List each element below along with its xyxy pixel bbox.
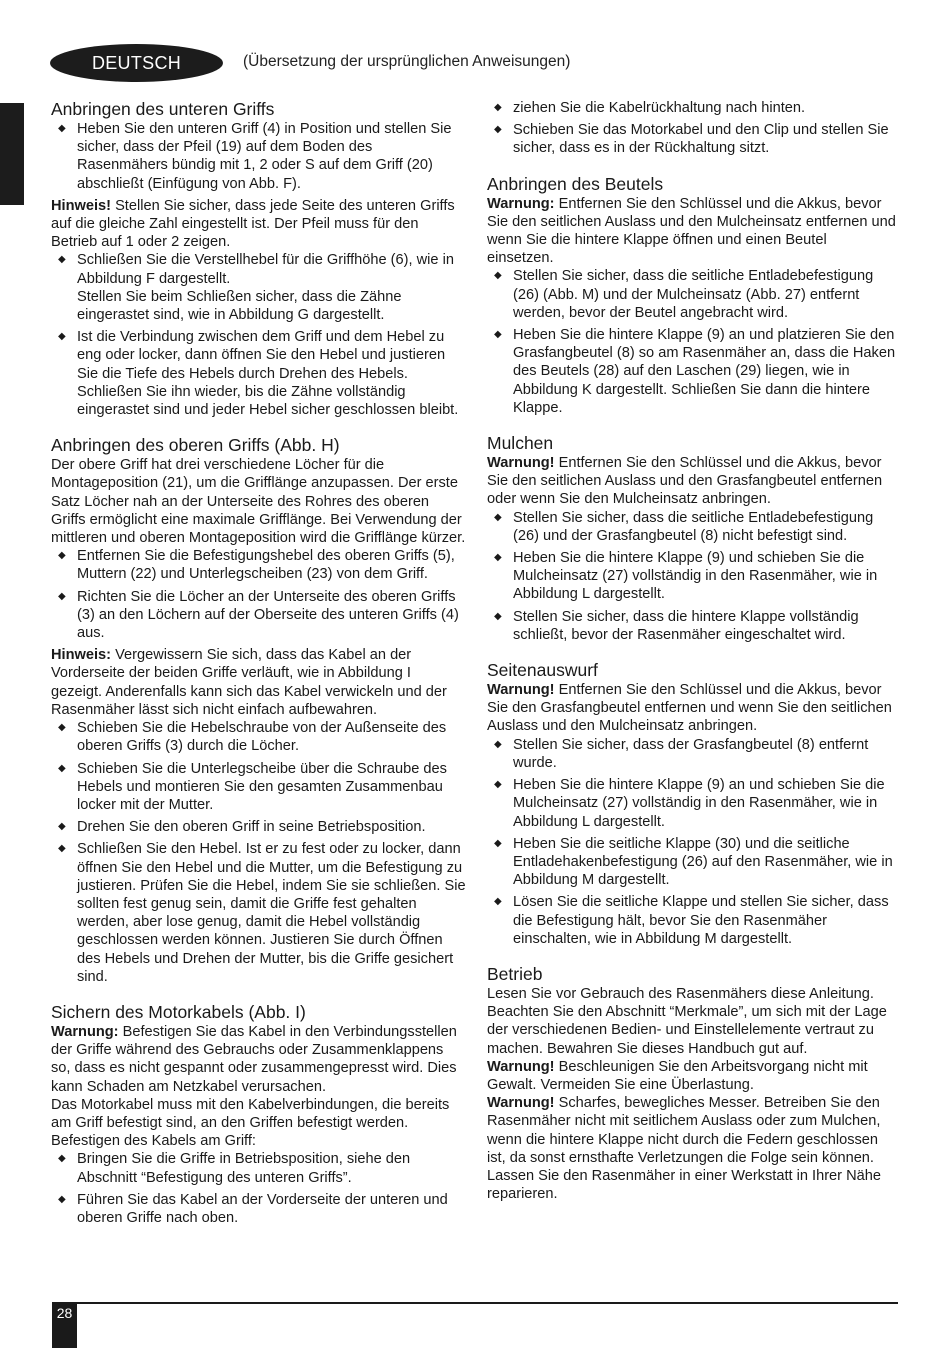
section-heading: Anbringen des Beutels [487, 173, 664, 194]
diamond-bullet-icon: ◆ [494, 511, 502, 523]
language-label: DEUTSCH [91, 52, 182, 73]
list-item-text: Lösen Sie die seitliche Klappe und stellen Sie sicher, dass die Befestigung hält, bevor Sie den Rasenmäher einschalten, wie in Abbildung M dargestellt. [513, 894, 889, 947]
diamond-bullet-icon: ◆ [58, 821, 66, 833]
list-item-text: Stellen Sie sicher, dass der Grasfangbeutel (8) entfernt wurde. [513, 736, 869, 771]
list-item-text: Schieben Sie das Motorkabel und den Clip und stellen Sie sicher, dass es in der Rückhaltung sitzt. [513, 122, 889, 157]
diamond-bullet-icon: ◆ [494, 837, 502, 849]
diamond-bullet-icon: ◆ [58, 590, 66, 602]
paragraph-text: Scharfes, bewegliches Messer. Betreiben Sie den Rasenmäher nicht mit seitlichem Auslass oder zum Mulchen, wenn die hintere Klappe nicht durch die Federn geschlossen ist, da sonst ernsthafte Verletzungen die Folge sein können. Lassen Sie den Rasenmäher in einer Werkstatt in Ihrer Nähe reparieren. [487, 1095, 881, 1203]
list-item [487, 509, 897, 545]
list-item [487, 776, 897, 831]
diamond-bullet-icon: ◆ [58, 331, 66, 343]
note-label: Warnung! [487, 1058, 555, 1075]
list-item-text: Stellen Sie sicher, dass die seitliche Entladebefestigung (26) (Abb. M) und der Mulcheinsatz (Abb. 27) entfernt werden, bevor der Beutel angebracht wird. [513, 268, 874, 321]
bullet-list [51, 251, 466, 419]
list-item [487, 326, 897, 417]
list-item [51, 328, 466, 419]
paragraph [487, 681, 897, 736]
diamond-bullet-icon: ◆ [494, 102, 502, 113]
list-item-text: Bringen Sie die Griffe in Betriebsposition, siehe den Abschnitt “Befestigung des unteren Griffs”. [77, 1151, 411, 1186]
note-label: Warnung: [487, 195, 555, 212]
list-item-text: Stellen Sie beim Schließen sicher, dass die Zähne eingerastet sind, wie in Abbildung G dargestellt. [77, 288, 402, 324]
list-item [487, 835, 897, 890]
list-item-text: Heben Sie die hintere Klappe (9) und schieben Sie die Mulcheinsatz (27) vollständig in den Rasenmäher, wie in Abbildung L dargestellt. [513, 550, 878, 603]
section [487, 99, 897, 158]
paragraph [51, 456, 466, 547]
page-number-label: 28 [56, 1305, 73, 1321]
note-label: Warnung! [487, 682, 555, 699]
diamond-bullet-icon: ◆ [58, 762, 66, 774]
section-heading: Seitenauswurf [487, 660, 598, 681]
paragraph [51, 1023, 466, 1096]
note-label: Warnung: [51, 1023, 119, 1040]
section [487, 433, 897, 644]
list-item [51, 251, 466, 324]
bullet-list [487, 267, 897, 417]
paragraph [51, 646, 466, 719]
list-item-text: Heben Sie die hintere Klappe (9) an und schieben Sie die Mulcheinsatz (27) vollständig in den Rasenmäher, wie in Abbildung L dargestellt. [513, 777, 885, 830]
paragraph-text: Befestigen des Kabels am Griff: [51, 1133, 256, 1150]
list-item-text: Führen Sie das Kabel an der Vorderseite der unteren und oberen Griffe nach oben. [77, 1191, 448, 1226]
bullet-list [51, 547, 466, 642]
note-label: Warnung! [487, 1095, 555, 1112]
section-heading: Betrieb [487, 963, 543, 984]
translation-note: (Übersetzung der ursprünglichen Anweisungen) [243, 53, 571, 70]
paragraph-text: Vergewissern Sie sich, dass das Kabel an der Vorderseite der beiden Griffe verläuft, wie in Abbildung I gezeigt. Anderenfalls kann sich das Kabel verwickeln und der Rasenmäher lässt sich nicht einfach aufbewahren. [51, 647, 447, 718]
diamond-bullet-icon: ◆ [494, 329, 502, 341]
list-item-text: Heben Sie die seitliche Klappe (30) und die seitliche Entladehakenbefestigung (26) auf den Rasenmäher, wie in Abbildung M dargestellt. [513, 835, 893, 889]
diamond-bullet-icon: ◆ [494, 610, 502, 622]
note-label: Hinweis: [51, 647, 112, 664]
list-item [487, 736, 897, 772]
language-badge [50, 44, 223, 82]
paragraph-text: Entfernen Sie den Schlüssel und die Akkus, bevor Sie den seitlichen Auslass und den Mulcheinsatz entfernen und wenn Sie die hintere Klappe öffnen und einen Beutel einsetzen. [487, 195, 896, 267]
paragraph [51, 1096, 466, 1132]
diamond-bullet-icon: ◆ [494, 896, 502, 908]
section [487, 964, 897, 1203]
bullet-list [51, 1150, 466, 1227]
diamond-bullet-icon: ◆ [58, 1153, 66, 1165]
paragraph [487, 454, 897, 509]
diamond-bullet-icon: ◆ [494, 124, 502, 136]
list-item [487, 267, 897, 322]
list-item-text: Richten Sie die Löcher an der Unterseite des oberen Griffs (3) an den Löchern auf der Oberseite des unteren Griffs (4) aus. [77, 588, 459, 642]
section [51, 99, 466, 419]
section [487, 660, 897, 948]
bullet-list [51, 120, 466, 193]
diamond-bullet-icon: ◆ [58, 1193, 66, 1205]
diamond-bullet-icon: ◆ [494, 270, 502, 282]
section [51, 435, 466, 986]
section [487, 174, 897, 417]
list-item-text: Schieben Sie die Unterlegscheibe über die Schraube des Hebels und montieren Sie den gesamten Zusammenbau locker mit der Mutter. [77, 760, 447, 813]
note-label: Warnung! [487, 455, 555, 472]
section [51, 1002, 466, 1227]
paragraph [487, 985, 897, 1058]
paragraph [51, 197, 466, 252]
list-item [51, 1150, 466, 1186]
list-item-text: Stellen Sie sicher, dass die hintere Klappe vollständig schließt, bevor der Rasenmäher eingeschaltet wird. [513, 608, 859, 643]
bullet-list [487, 736, 897, 948]
section-heading: Mulchen [487, 433, 554, 454]
diamond-bullet-icon: ◆ [494, 779, 502, 791]
paragraph-text: Das Motorkabel muss mit den Kabelverbindungen, die bereits am Griff befestigt sind, an den Griffen befestigt werden. [51, 1096, 450, 1131]
paragraph-text: Befestigen Sie das Kabel in den Verbindungsstellen der Griffe während des Gebrauchs oder Zusammenklappens so, dass es nicht gespannt oder zusammengepresst wird. Dies kann Schaden am Netzkabel verursachen. [51, 1023, 457, 1095]
diamond-bullet-icon: ◆ [494, 552, 502, 564]
section-heading: Anbringen des oberen Griffs (Abb. H) [51, 435, 340, 456]
list-item [51, 760, 466, 815]
list-item [487, 121, 897, 157]
paragraph-text: Entfernen Sie den Schlüssel und die Akkus, bevor Sie den seitlichen Auslass und den Grasfangbeutel entfernen oder wenn Sie den Mulcheinsatz anbringen. [487, 455, 883, 508]
bullet-list [487, 509, 897, 644]
list-item [51, 588, 466, 643]
diamond-bullet-icon: ◆ [58, 123, 66, 134]
list-item [487, 893, 897, 948]
bullet-list [487, 99, 897, 158]
side-tab-marker [0, 103, 24, 205]
left-column [51, 99, 466, 1243]
paragraph [487, 1058, 897, 1094]
list-item [51, 1191, 466, 1227]
list-item [51, 719, 466, 755]
page-number [52, 1303, 77, 1348]
diamond-bullet-icon: ◆ [58, 843, 66, 855]
diamond-bullet-icon: ◆ [58, 550, 66, 562]
list-item [487, 608, 897, 644]
paragraph [487, 1094, 897, 1203]
note-label: Hinweis! [51, 197, 112, 214]
list-item-text: Heben Sie den unteren Griff (4) in Position und stellen Sie sicher, dass der Pfeil (19) auf dem Boden des Rasenmähers bündig mit 1, 2 oder S auf dem Griff (20) abschließt (Einfügung von Abb. F). [77, 121, 452, 192]
right-column [487, 99, 897, 1219]
paragraph-text: Entfernen Sie den Schlüssel und die Akkus, bevor Sie den Grasfangbeutel entfernen und wenn Sie den seitlichen Auslass und den Mulcheinsatz anbringen. [487, 682, 892, 735]
diamond-bullet-icon: ◆ [494, 738, 502, 750]
paragraph-text: Lesen Sie vor Gebrauch des Rasenmähers diese Anleitung. Beachten Sie den Abschnitt “Merkmale”, um sich mit der Lage der verschiedenen Bedien- und Einstellelemente vertraut zu machen. Bewahren Sie dieses Handbuch gut auf. [487, 985, 887, 1057]
diamond-bullet-icon: ◆ [58, 254, 66, 266]
paragraph-text: Stellen Sie sicher, dass jede Seite des unteren Griffs auf die gleiche Zahl eingestellt ist. Der Pfeil muss für den Betrieb auf 1 oder 2 zeigen. [51, 197, 455, 251]
section-heading: Anbringen des unteren Griffs [51, 99, 275, 119]
paragraph-text: Beschleunigen Sie den Arbeitsvorgang nicht mit Gewalt. Vermeiden Sie eine Überlastung. [487, 1058, 868, 1093]
list-item-text: Schieben Sie die Hebelschraube von der Außenseite des oberen Griffs (3) durch die Löcher. [77, 720, 447, 755]
list-item [51, 840, 466, 986]
list-item-text: Stellen Sie sicher, dass die seitliche Entladebefestigung (26) und der Grasfangbeutel (8) nicht befestigt sind. [513, 509, 874, 544]
list-item-text: Schließen Sie die Verstellhebel für die Griffhöhe (6), wie in Abbildung F dargestellt. [77, 252, 454, 287]
list-item [51, 818, 466, 836]
section-heading: Sichern des Motorkabels (Abb. I) [51, 1001, 306, 1022]
list-item [487, 99, 897, 117]
paragraph-text: Der obere Griff hat drei verschiedene Löcher für die Montageposition (21), um die Grifflänge anzupassen. Der erste Satz Löcher nah an der Unterseite des Rohres des oberen Griffs ermöglicht eine maximale Grifflänge. Bei Verwendung der mittleren und oberen Montageposition wird die Grifflänge kürzer. [51, 457, 466, 547]
footer-rule [52, 1302, 898, 1304]
list-item [487, 549, 897, 604]
diamond-bullet-icon: ◆ [58, 722, 66, 734]
list-item [51, 547, 466, 583]
list-item-text: Schließen Sie den Hebel. Ist er zu fest oder zu locker, dann öffnen Sie den Hebel und die Mutter, um die Befestigung zu justieren. Prüfen Sie die Hebel, indem Sie sie schließen. Sie sollten fest genug sein, damit die Griffe fest gehalten werden, aber lose genug, damit die Hebel vollständig geschlossen werden können. Justieren Sie durch Öffnen des Hebels und Drehen der Mutter, bis die Griffe gesichert sind. [77, 841, 466, 985]
list-item [51, 120, 466, 193]
list-item-text: Ist die Verbindung zwischen dem Griff und dem Hebel zu eng oder locker, dann öffnen Sie den Hebel und justieren Sie die Tiefe des Hebels durch Drehen des Hebels. Schließen Sie ihn wieder, bis die Zähne vollständig eingerastet sind und jeder Hebel sicher geschlossen bleibt. [77, 329, 459, 419]
list-item-text: ziehen Sie die Kabelrückhaltung nach hinten. [513, 100, 806, 116]
bullet-list [51, 719, 466, 986]
list-item-text: Heben Sie die hintere Klappe (9) an und platzieren Sie den Grasfangbeutel (8) so am Rasenmäher an, dass die Haken des Beutels (28) auf den Laschen (29) liegen, wie in Abbildung K dargestellt. Schließen Sie dann die hintere Klappe. [513, 327, 896, 416]
list-item-text: Entfernen Sie die Befestigungshebel des oberen Griffs (5), Muttern (22) und Unterlegscheiben (23) von dem Griff. [77, 548, 455, 583]
list-item-text: Drehen Sie den oberen Griff in seine Betriebsposition. [77, 819, 426, 836]
paragraph [51, 1132, 466, 1150]
paragraph [487, 195, 897, 268]
